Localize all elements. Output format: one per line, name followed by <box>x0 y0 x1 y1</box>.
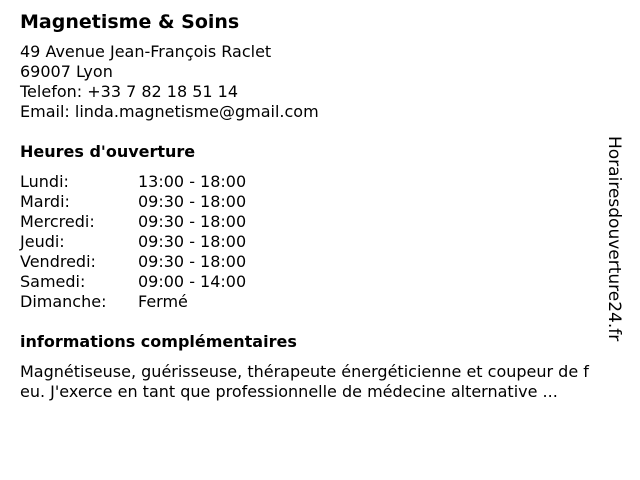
site-watermark: Horairesdouverture24.fr <box>604 136 624 342</box>
additional-info-heading: informations complémentaires <box>20 332 297 351</box>
opening-hours-list <box>20 172 620 312</box>
email-address: Email: linda.magnetisme@gmail.com <box>20 102 319 121</box>
hours-row-monday <box>20 172 620 192</box>
business-name: Magnetisme & Soins <box>20 11 240 33</box>
hours-day: Samedi: <box>20 272 86 291</box>
description-line-2: eu. J'exerce en tant que professionnelle de médecine alternative ... <box>20 382 558 401</box>
hours-day: Lundi: <box>20 172 69 191</box>
hours-day: Jeudi: <box>20 232 65 251</box>
opening-hours-heading: Heures d'ouverture <box>20 142 196 161</box>
address-city: 69007 Lyon <box>20 62 113 81</box>
hours-day: Dimanche: <box>20 292 107 311</box>
hours-row-thursday <box>20 232 620 252</box>
hours-time: 09:30 - 18:00 <box>138 192 247 211</box>
hours-time: 09:30 - 18:00 <box>138 252 247 271</box>
hours-time: 09:30 - 18:00 <box>138 212 247 231</box>
hours-day: Mardi: <box>20 192 70 211</box>
address-street: 49 Avenue Jean-François Raclet <box>20 42 272 61</box>
business-card <box>20 10 620 402</box>
hours-row-friday <box>20 252 620 272</box>
hours-time: 13:00 - 18:00 <box>138 172 247 191</box>
hours-row-tuesday <box>20 192 620 212</box>
description-line-1: Magnétiseuse, guérisseuse, thérapeute énergéticienne et coupeur de f <box>20 362 589 381</box>
hours-row-wednesday <box>20 212 620 232</box>
hours-time: Fermé <box>138 292 188 311</box>
phone-number: Telefon: +33 7 82 18 51 14 <box>20 82 239 101</box>
hours-time: 09:00 - 14:00 <box>138 272 247 291</box>
hours-row-saturday <box>20 272 620 292</box>
hours-day: Mercredi: <box>20 212 95 231</box>
hours-row-sunday <box>20 292 620 312</box>
hours-day: Vendredi: <box>20 252 96 271</box>
hours-time: 09:30 - 18:00 <box>138 232 247 251</box>
